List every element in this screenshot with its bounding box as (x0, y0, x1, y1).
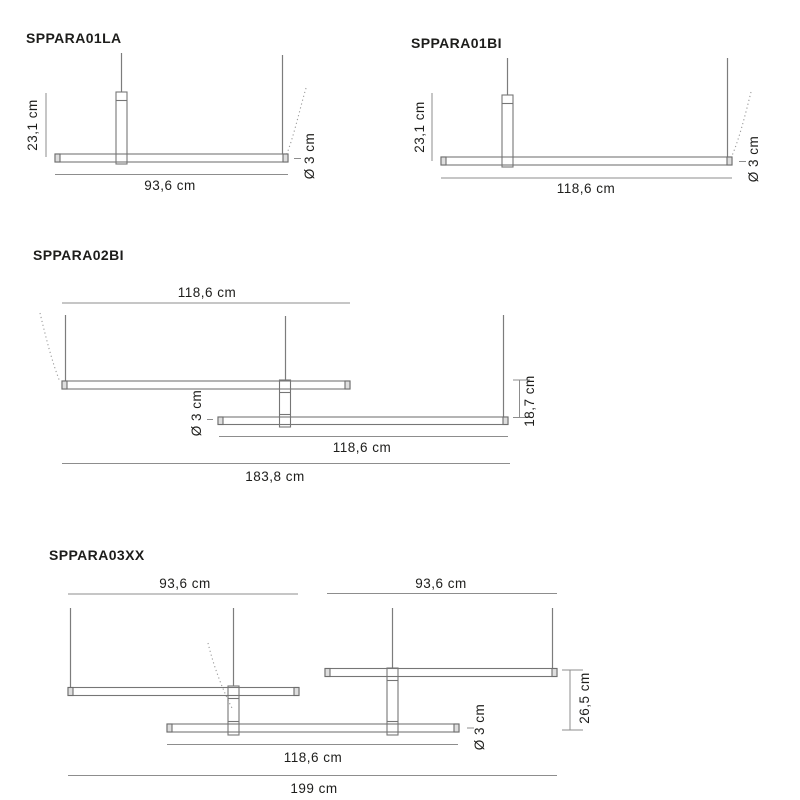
light-bar (441, 157, 732, 165)
diagram-sppara01la (25, 30, 317, 193)
total-width-dim-label: 183,8 cm (245, 469, 305, 484)
diagram-sppara02bi (33, 247, 537, 484)
diameter-label: Ø 3 cm (302, 132, 317, 180)
bottom-width-dim-label: 118,6 cm (283, 750, 343, 765)
middle-light-bar (68, 688, 299, 696)
product-code-label: SPPARA01LA (26, 30, 122, 46)
width-dim-label: 93,6 cm (144, 178, 196, 193)
bar-end-cap (294, 688, 299, 696)
bar-end-cap (454, 724, 459, 732)
bar-connector (280, 380, 291, 427)
width-dim-label: 118,6 cm (556, 181, 616, 196)
diameter-label: Ø 3 cm (472, 703, 487, 751)
bar-end-cap (283, 154, 288, 162)
bar-connector (387, 668, 398, 735)
total-width-dim-label: 199 cm (290, 781, 338, 796)
height-dim-label: 23,1 cm (25, 99, 40, 151)
diameter-label: Ø 3 cm (189, 389, 204, 437)
bar-end-cap (62, 381, 67, 389)
bar-end-cap (727, 157, 732, 165)
product-code-label: SPPARA03XX (49, 547, 145, 563)
product-code-label: SPPARA01BI (411, 35, 502, 51)
bar-end-cap (325, 669, 330, 677)
bar-connector (228, 686, 239, 735)
drop-dim-label: 26,5 cm (577, 672, 592, 724)
left-width-dim-label: 93,6 cm (159, 576, 211, 591)
height-dim-label: 23,1 cm (412, 101, 427, 153)
bar-end-cap (55, 154, 60, 162)
bar-end-cap (218, 417, 223, 425)
power-cable-dotted (208, 643, 233, 710)
power-cable-dotted (40, 313, 60, 382)
bottom-width-dim-label: 118,6 cm (332, 440, 392, 455)
top-width-dim-label: 118,6 cm (177, 285, 237, 300)
gap-dim-label: 18,7 cm (522, 375, 537, 427)
lower-light-bar (218, 417, 508, 425)
upper-right-light-bar (325, 669, 557, 677)
diameter-label: Ø 3 cm (746, 135, 761, 183)
vertical-stem (116, 92, 127, 164)
light-bar (55, 154, 288, 162)
bar-end-cap (345, 381, 350, 389)
diagram-sppara03xx (49, 547, 592, 796)
bar-end-cap (167, 724, 172, 732)
product-code-label: SPPARA02BI (33, 247, 124, 263)
right-width-dim-label: 93,6 cm (415, 576, 467, 591)
diagram-sppara01bi (411, 35, 761, 196)
vertical-stem (502, 95, 513, 167)
bar-end-cap (552, 669, 557, 677)
bar-end-cap (68, 688, 73, 696)
bar-end-cap (441, 157, 446, 165)
upper-light-bar (62, 381, 350, 389)
bar-end-cap (503, 417, 508, 425)
bottom-light-bar (167, 724, 459, 732)
